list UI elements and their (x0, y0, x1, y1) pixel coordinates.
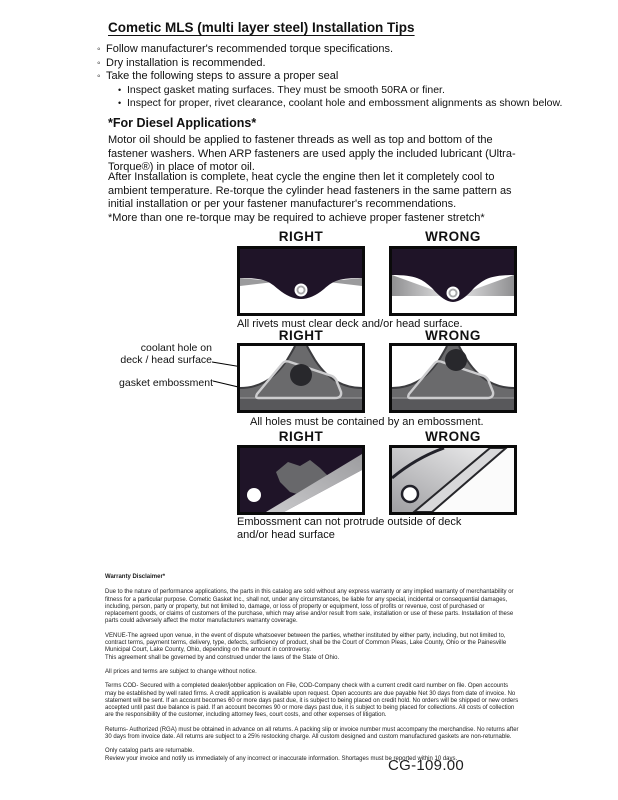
warranty-heading: Warranty Disclaimer* (105, 574, 166, 580)
list-item-text: Inspect for proper, rivet clearance, coolant hole and embossment alignments as shown below. (127, 97, 563, 109)
warranty-paragraph: Terms COD- Secured with a completed dealer/jobber application on File, COD-Company check with a current credit card number on file. Open accounts may be established by well rated firms. A credit application is available upon request. Open accounts are due payable Net 30 days from date of invoice. No statement will be sent. If an account becomes 60 or more days past due, it is subject to being placed on credit hold. No orders will be shipped or new orders accepted until past due balance is paid. If an account becomes 90 or more days past due, it is subject to being placed for collections. All costs of collection are the responsibility of the customer, including attorney fees, court costs, and other expenses of litigation. (105, 683, 519, 719)
diagram-caption: All holes must be contained by an embossment. (250, 416, 484, 428)
right-label: RIGHT (278, 229, 324, 244)
wrong-label: WRONG (425, 328, 481, 343)
warranty-paragraph: Review your invoice and notify us immediately of any incorrect or inaccurate information. Shortages must be reported within 10 days. (105, 755, 458, 762)
right-label: RIGHT (278, 328, 324, 343)
warranty-paragraph: Returns- Authorized (RGA) must be obtained in advance on all returns. A packing slip or invoice number must accompany the merchandise. No returns after 30 days from invoice date. All returns are subject to a 25% restocking charge. All custom designed and custom manufactured gaskets are non-returnable. (105, 726, 519, 741)
embossment-containment-wrong-image (389, 343, 517, 413)
diagram-caption: All rivets must clear deck and/or head surface. (237, 318, 463, 330)
embossment-containment-right-image (237, 343, 365, 413)
list-item-text: Take the following steps to assure a proper seal (106, 70, 339, 82)
warranty-paragraph: Due to the nature of performance applications, the parts in this catalog are sold without any express warranty or any implied warranty of merchantability or fitness for a particular purpose. Cometic Gasket Inc., shall not, under any circumstances, be liable for any special, incidental or consequential damages, including, person, party or property, but not limited to, damage, or loss of property or equipment, loss of profits or revenue, cost of purchased or replacement goods, or claims of customers of the purchase, which may arise and/or result from sale, installation or use of these parts. Installation of these parts could adversely affect the motor manufacturers warranty coverage. (105, 589, 514, 625)
gasket-embossment-annotation: gasket embossment (119, 377, 213, 389)
installation-tips-list (97, 43, 567, 111)
bullet-icon: ◦ (97, 44, 101, 55)
bullet-icon: ◦ (97, 71, 101, 82)
diesel-paragraph-1: Motor oil should be applied to fastener threads as well as top and bottom of the fastener washers. When ARP fasteners are used apply the included lubricant (Ultra-Torque®) in place of motor oil. (108, 134, 516, 173)
embossment-protrusion-wrong-image (389, 445, 517, 515)
rivet-clearance-right-image (237, 246, 365, 316)
warranty-paragraph: Only catalog parts are returnable. (105, 748, 195, 755)
warranty-paragraph: VENUE-The agreed upon venue, in the event of dispute whatsoever between the parties, whether instituted by either party, including, but not limited to, contract terms, payment terms, delivery, type, defects, sufficiency of product, shall be the Court of Common Pleas, Lake County, Ohio or the Painesville Municipal Court, Lake County, Ohio, depending on the amount in controversy. (105, 632, 507, 654)
list-item-text: Dry installation is recommended. (106, 56, 266, 69)
diesel-section-heading: *For Diesel Applications* (108, 116, 257, 130)
list-item (118, 97, 567, 111)
list-item-text: Follow manufacturer's recommended torque specifications. (106, 43, 394, 55)
coolant-hole-annotation (100, 342, 212, 366)
bullet-icon: ◦ (97, 57, 101, 69)
rivet-clearance-wrong-image (389, 246, 517, 316)
list-item (118, 84, 567, 98)
retorque-note: *More than one re-torque may be required to achieve proper fastener stretch* (108, 212, 485, 224)
right-label: RIGHT (278, 429, 324, 444)
list-item-text: Inspect gasket mating surfaces. They must be smooth 50RA or finer. (127, 83, 445, 96)
diagram-caption: Embossment can not protrude outside of deck and/or head surface (237, 516, 462, 541)
list-item (97, 43, 567, 57)
page-title: Cometic MLS (multi layer steel) Installation Tips (108, 20, 415, 35)
annotation-line: deck / head surface (120, 354, 212, 366)
wrong-label: WRONG (425, 429, 481, 444)
annotation-line: coolant hole on (140, 342, 212, 354)
warranty-venue-block (105, 633, 519, 662)
wrong-label: WRONG (425, 229, 481, 244)
list-item (97, 70, 567, 84)
warranty-paragraph: This agreement shall be governed by and construed under the laws of the State of Ohio. (105, 654, 340, 661)
embossment-protrusion-right-image (237, 445, 365, 515)
document-number: CG-109.00 (388, 757, 465, 774)
sub-bullet-icon: • (118, 84, 122, 95)
warranty-disclaimer (105, 574, 519, 770)
warranty-paragraph: All prices and terms are subject to change without notice. (105, 668, 257, 675)
diesel-paragraph-2: After Installation is complete, heat cycle the engine then let it completely cool to ambient temperature. Re-torque the cylinder head fasteners in the same pattern as initial installation or per your fastener manufacturer's recommendations. (108, 171, 512, 210)
list-item (97, 57, 567, 71)
sub-bullet-icon: • (118, 98, 122, 108)
